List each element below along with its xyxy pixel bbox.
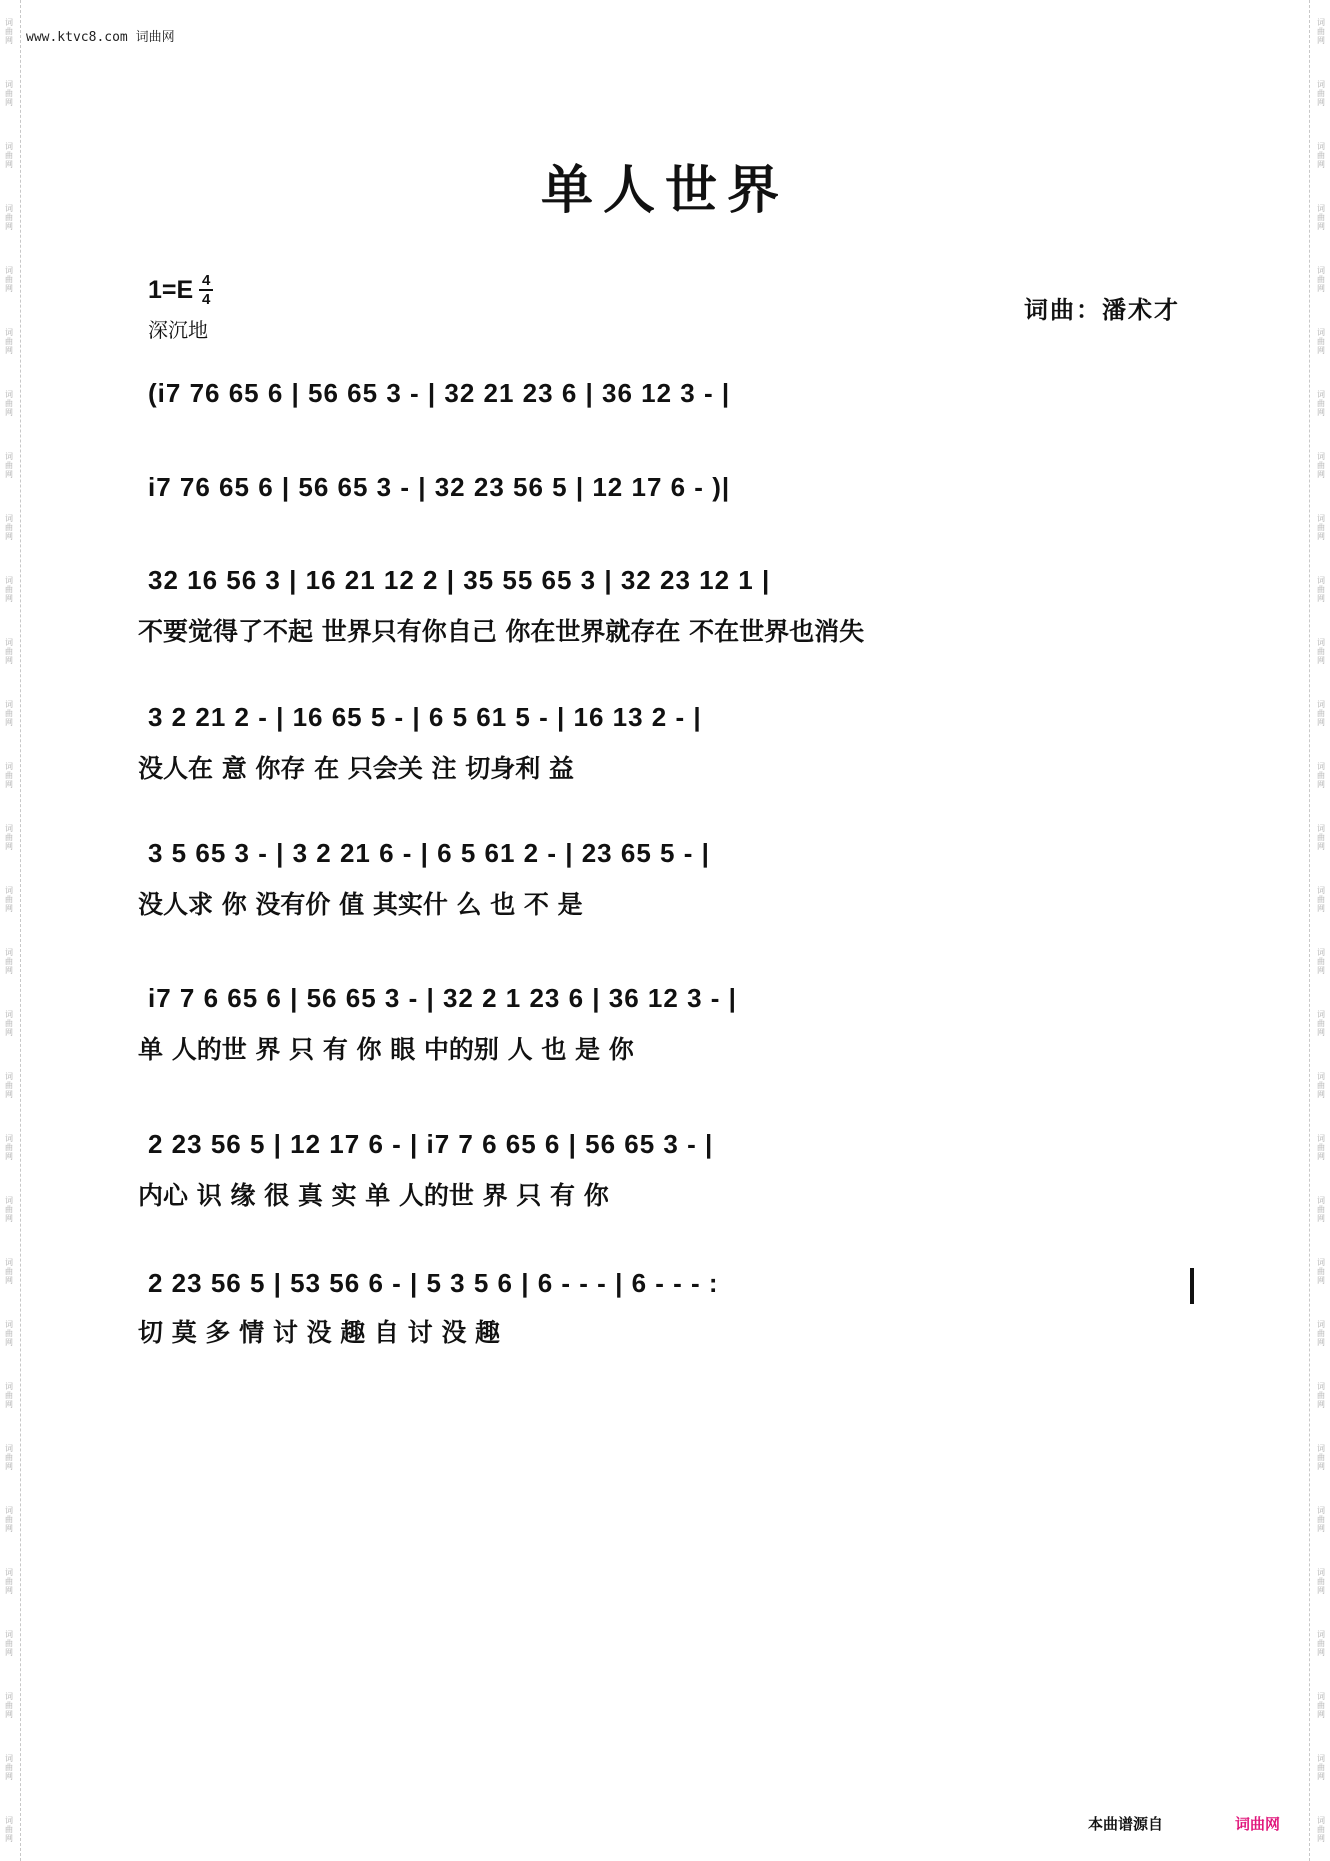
border-watermark-glyph: 词 曲 网 bbox=[5, 885, 13, 913]
border-watermark-glyph: 词 曲 网 bbox=[5, 1196, 13, 1224]
border-watermark-glyph: 词 曲 网 bbox=[1317, 1444, 1325, 1472]
border-watermark-glyph: 词 曲 网 bbox=[1317, 1320, 1325, 1348]
lyric-line: 内心 识 缘 很 真 实 单 人的世 界 只 有 你 bbox=[138, 1181, 609, 1210]
site-watermark: www.ktvc8.com 词曲网 bbox=[26, 30, 175, 45]
notation-line: (i7 76 65 6 | 56 65 3 - | 32 21 23 6 | 36 12 3 - | bbox=[148, 378, 731, 408]
border-watermark-glyph: 词 曲 网 bbox=[1317, 141, 1325, 169]
border-watermark-glyph: 词 曲 网 bbox=[1317, 1382, 1325, 1410]
notation-line: 32 16 56 3 | 16 21 12 2 | 35 55 65 3 | 32 23 12 1 | bbox=[148, 565, 771, 595]
border-watermark-glyph: 词 曲 网 bbox=[5, 1754, 13, 1782]
border-watermark-glyph: 词 曲 网 bbox=[1317, 513, 1325, 541]
border-watermark-glyph: 词 曲 网 bbox=[1317, 265, 1325, 293]
key-label: 1=E bbox=[148, 275, 194, 304]
border-watermark-glyph: 词 曲 网 bbox=[1317, 1072, 1325, 1100]
lyric-line: 切 莫 多 情 讨 没 趣 自 讨 没 趣 bbox=[138, 1318, 501, 1347]
border-watermark-glyph: 词 曲 网 bbox=[5, 265, 13, 293]
border-watermark-glyph: 词 曲 网 bbox=[1317, 761, 1325, 789]
border-watermark-glyph: 词 曲 网 bbox=[5, 699, 13, 727]
border-watermark-glyph: 词 曲 网 bbox=[5, 1382, 13, 1410]
tempo-marking: 深沉地 bbox=[148, 318, 208, 342]
border-watermark-glyph: 词 曲 网 bbox=[5, 1506, 13, 1534]
time-signature bbox=[199, 273, 213, 307]
border-watermark-glyph: 词 曲 网 bbox=[1317, 1692, 1325, 1720]
border-watermark-glyph: 词 曲 网 bbox=[5, 79, 13, 107]
border-watermark-glyph: 词 曲 网 bbox=[1317, 389, 1325, 417]
border-watermark-glyph: 词 曲 网 bbox=[1317, 637, 1325, 665]
notation-line: 2 23 56 5 | 12 17 6 - | i7 7 6 65 6 | 56 65 3 - | bbox=[148, 1129, 714, 1159]
border-watermark-glyph: 词 曲 网 bbox=[5, 823, 13, 851]
border-watermark-glyph: 词 曲 网 bbox=[5, 203, 13, 231]
right-watermark-strip bbox=[1314, 0, 1328, 1861]
border-watermark-glyph: 词 曲 网 bbox=[5, 327, 13, 355]
border-watermark-glyph: 词 曲 网 bbox=[1317, 1134, 1325, 1162]
border-watermark-glyph: 词 曲 网 bbox=[5, 513, 13, 541]
border-watermark-glyph: 词 曲 网 bbox=[5, 1816, 13, 1844]
border-watermark-glyph: 词 曲 网 bbox=[5, 389, 13, 417]
border-watermark-glyph: 词 曲 网 bbox=[5, 1134, 13, 1162]
border-watermark-glyph: 词 曲 网 bbox=[5, 761, 13, 789]
notation-line: 3 5 65 3 - | 3 2 21 6 - | 6 5 61 2 - | 23 65 5 - | bbox=[148, 838, 710, 868]
border-watermark-glyph: 词 曲 网 bbox=[5, 1010, 13, 1038]
border-watermark-glyph: 词 曲 网 bbox=[1317, 1568, 1325, 1596]
border-watermark-glyph: 词 曲 网 bbox=[1317, 17, 1325, 45]
border-watermark-glyph: 词 曲 网 bbox=[5, 1692, 13, 1720]
border-watermark-glyph: 词 曲 网 bbox=[5, 1568, 13, 1596]
notation-line: 2 23 56 5 | 53 56 6 - | 5 3 5 6 | 6 - - - | 6 - - - : bbox=[148, 1268, 719, 1298]
time-beat-unit: 4 bbox=[202, 291, 211, 308]
left-border-line bbox=[20, 0, 21, 1861]
footer-brand-link[interactable]: 词曲网 bbox=[1235, 1816, 1281, 1833]
time-beats: 4 bbox=[202, 272, 211, 289]
border-watermark-glyph: 词 曲 网 bbox=[1317, 79, 1325, 107]
border-watermark-glyph: 词 曲 网 bbox=[5, 575, 13, 603]
border-watermark-glyph: 词 曲 网 bbox=[5, 1258, 13, 1286]
border-watermark-glyph: 词 曲 网 bbox=[5, 1630, 13, 1658]
notation-line: i7 7 6 65 6 | 56 65 3 - | 32 2 1 23 6 | 36 12 3 - | bbox=[148, 983, 737, 1013]
right-border-line bbox=[1309, 0, 1310, 1861]
key-signature bbox=[148, 273, 213, 307]
border-watermark-glyph: 词 曲 网 bbox=[5, 947, 13, 975]
border-watermark-glyph: 词 曲 网 bbox=[5, 451, 13, 479]
border-watermark-glyph: 词 曲 网 bbox=[5, 1320, 13, 1348]
border-watermark-glyph: 词 曲 网 bbox=[1317, 947, 1325, 975]
repeat-end-barline bbox=[1180, 1268, 1194, 1304]
border-watermark-glyph: 词 曲 网 bbox=[1317, 1630, 1325, 1658]
notation-line: 3 2 21 2 - | 16 65 5 - | 6 5 61 5 - | 16 13 2 - | bbox=[148, 702, 702, 732]
lyric-line: 不要觉得了不起 世界只有你自己 你在世界就存在 不在世界也消失 bbox=[138, 617, 865, 646]
border-watermark-glyph: 词 曲 网 bbox=[1317, 451, 1325, 479]
border-watermark-glyph: 词 曲 网 bbox=[5, 637, 13, 665]
border-watermark-glyph: 词 曲 网 bbox=[1317, 1010, 1325, 1038]
lyric-line: 没人求 你 没有价 值 其实什 么 也 不 是 bbox=[138, 890, 583, 919]
border-watermark-glyph: 词 曲 网 bbox=[1317, 575, 1325, 603]
lyric-line: 单 人的世 界 只 有 你 眼 中的别 人 也 是 你 bbox=[138, 1035, 634, 1064]
lyric-line: 没人在 意 你存 在 只会关 注 切身利 益 bbox=[138, 754, 574, 783]
border-watermark-glyph: 词 曲 网 bbox=[1317, 823, 1325, 851]
composer-credit: 词曲：潘术才 bbox=[1024, 295, 1180, 324]
border-watermark-glyph: 词 曲 网 bbox=[1317, 699, 1325, 727]
notation-line: i7 76 65 6 | 56 65 3 - | 32 23 56 5 | 12 17 6 - )| bbox=[148, 472, 731, 502]
border-watermark-glyph: 词 曲 网 bbox=[1317, 885, 1325, 913]
border-watermark-glyph: 词 曲 网 bbox=[1317, 203, 1325, 231]
border-watermark-glyph: 词 曲 网 bbox=[5, 1072, 13, 1100]
border-watermark-glyph: 词 曲 网 bbox=[1317, 1816, 1325, 1844]
footer-source-text: 本曲谱源自 bbox=[1088, 1816, 1164, 1833]
border-watermark-glyph: 词 曲 网 bbox=[5, 1444, 13, 1472]
border-watermark-glyph: 词 曲 网 bbox=[1317, 1754, 1325, 1782]
left-watermark-strip bbox=[2, 0, 16, 1861]
song-title: 单人世界 bbox=[540, 160, 789, 221]
border-watermark-glyph: 词 曲 网 bbox=[1317, 327, 1325, 355]
border-watermark-glyph: 词 曲 网 bbox=[1317, 1258, 1325, 1286]
border-watermark-glyph: 词 曲 网 bbox=[1317, 1196, 1325, 1224]
border-watermark-glyph: 词 曲 网 bbox=[5, 141, 13, 169]
border-watermark-glyph: 词 曲 网 bbox=[5, 17, 13, 45]
border-watermark-glyph: 词 曲 网 bbox=[1317, 1506, 1325, 1534]
